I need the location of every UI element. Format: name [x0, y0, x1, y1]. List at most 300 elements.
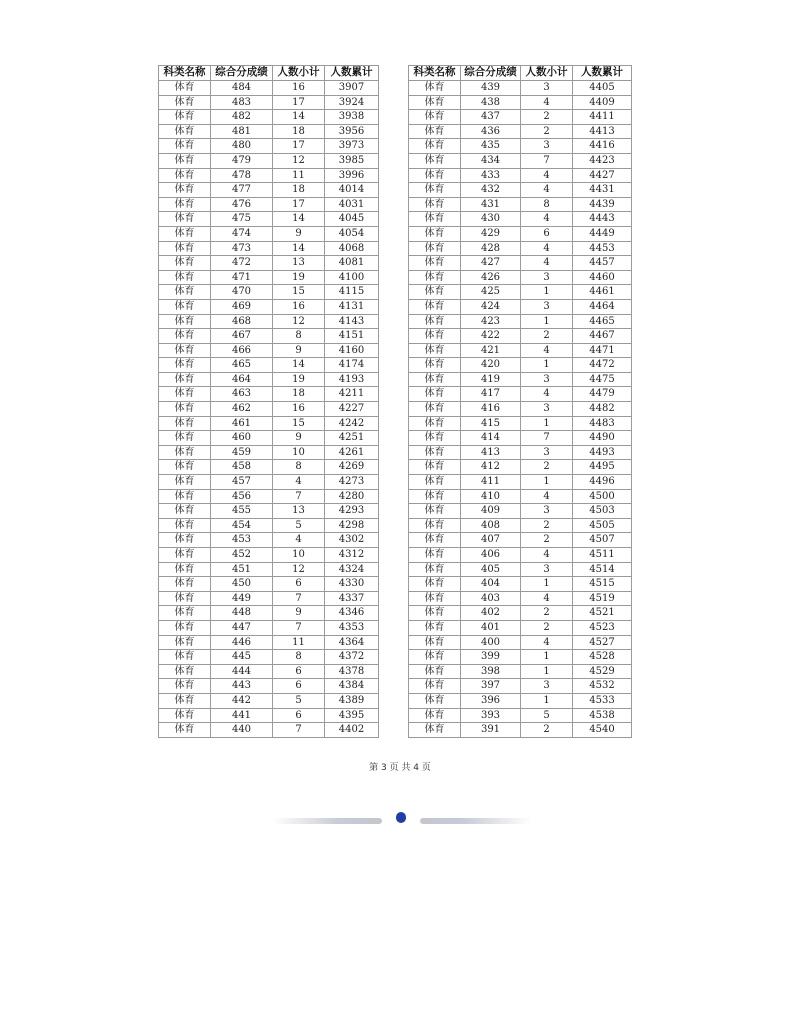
cell-category: 体育: [159, 168, 211, 183]
table-row: [409, 460, 632, 475]
decorative-line-left: [272, 818, 382, 824]
cell-category: 体育: [409, 402, 461, 417]
cell-count: 1: [521, 577, 573, 592]
cell-cumulative: 4495: [573, 460, 632, 475]
table-row: [409, 548, 632, 563]
table-row: [409, 591, 632, 606]
cell-score: 483: [211, 95, 273, 110]
table-row: [409, 504, 632, 519]
cell-score: 464: [211, 372, 273, 387]
cell-cumulative: 3985: [325, 153, 379, 168]
cell-score: 424: [461, 299, 521, 314]
cell-category: 体育: [409, 124, 461, 139]
cell-count: 4: [521, 387, 573, 402]
cell-score: 469: [211, 299, 273, 314]
cell-cumulative: 4054: [325, 226, 379, 241]
table-row: [159, 197, 379, 212]
table-row: [409, 620, 632, 635]
table-row: [159, 110, 379, 125]
cell-category: 体育: [409, 445, 461, 460]
header-score: 综合分成绩: [211, 66, 273, 81]
cell-count: 4: [521, 635, 573, 650]
cell-category: 体育: [159, 460, 211, 475]
cell-score: 391: [461, 723, 521, 738]
cell-score: 477: [211, 183, 273, 198]
cell-category: 体育: [409, 431, 461, 446]
cell-count: 3: [521, 270, 573, 285]
table-row: [409, 489, 632, 504]
table-row: [409, 329, 632, 344]
cell-count: 12: [273, 153, 325, 168]
table-row: [409, 416, 632, 431]
cell-count: 18: [273, 124, 325, 139]
cell-cumulative: 4242: [325, 416, 379, 431]
cell-category: 体育: [409, 197, 461, 212]
header-cumulative: 人数累计: [325, 66, 379, 81]
table-row: [159, 445, 379, 460]
table-row: [159, 635, 379, 650]
cell-cumulative: 4413: [573, 124, 632, 139]
cell-cumulative: 4514: [573, 562, 632, 577]
cell-category: 体育: [159, 562, 211, 577]
cell-count: 4: [521, 212, 573, 227]
table-row: [159, 212, 379, 227]
cell-count: 17: [273, 197, 325, 212]
cell-cumulative: 4538: [573, 708, 632, 723]
cell-score: 447: [211, 620, 273, 635]
cell-score: 460: [211, 431, 273, 446]
cell-category: 体育: [409, 241, 461, 256]
cell-count: 4: [521, 183, 573, 198]
cell-score: 439: [461, 81, 521, 96]
cell-category: 体育: [409, 635, 461, 650]
table-body-left: [159, 81, 379, 738]
table-row: [409, 693, 632, 708]
cell-count: 7: [273, 620, 325, 635]
cell-category: 体育: [409, 489, 461, 504]
cell-category: 体育: [409, 679, 461, 694]
cell-cumulative: 4467: [573, 329, 632, 344]
cell-score: 450: [211, 577, 273, 592]
cell-score: 428: [461, 241, 521, 256]
table-row: [409, 372, 632, 387]
cell-count: 2: [521, 460, 573, 475]
cell-count: 4: [273, 533, 325, 548]
cell-category: 体育: [409, 139, 461, 154]
table-row: [159, 591, 379, 606]
cell-score: 396: [461, 693, 521, 708]
table-row: [159, 548, 379, 563]
header-score: 综合分成绩: [461, 66, 521, 81]
cell-cumulative: 4461: [573, 285, 632, 300]
table-row: [409, 153, 632, 168]
cell-category: 体育: [159, 548, 211, 563]
cell-cumulative: 3973: [325, 139, 379, 154]
cell-score: 463: [211, 387, 273, 402]
cell-count: 2: [521, 533, 573, 548]
cell-category: 体育: [159, 708, 211, 723]
cell-category: 体育: [159, 679, 211, 694]
cell-category: 体育: [159, 577, 211, 592]
cell-score: 400: [461, 635, 521, 650]
table-row: [409, 241, 632, 256]
cell-cumulative: 4302: [325, 533, 379, 548]
cell-count: 1: [521, 475, 573, 490]
cell-count: 5: [521, 708, 573, 723]
header-cumulative: 人数累计: [573, 66, 632, 81]
cell-count: 6: [273, 577, 325, 592]
table-row: [409, 226, 632, 241]
cell-cumulative: 4482: [573, 402, 632, 417]
cell-category: 体育: [409, 212, 461, 227]
table-row: [159, 241, 379, 256]
cell-category: 体育: [159, 664, 211, 679]
cell-cumulative: 4346: [325, 606, 379, 621]
cell-category: 体育: [159, 431, 211, 446]
cell-count: 1: [521, 664, 573, 679]
cell-score: 441: [211, 708, 273, 723]
cell-score: 468: [211, 314, 273, 329]
cell-count: 8: [521, 197, 573, 212]
cell-category: 体育: [159, 314, 211, 329]
cell-category: 体育: [159, 650, 211, 665]
cell-score: 470: [211, 285, 273, 300]
table-row: [159, 343, 379, 358]
cell-cumulative: 4364: [325, 635, 379, 650]
cell-score: 453: [211, 533, 273, 548]
cell-count: 6: [273, 679, 325, 694]
cell-cumulative: 4493: [573, 445, 632, 460]
cell-cumulative: 3938: [325, 110, 379, 125]
cell-category: 体育: [159, 387, 211, 402]
cell-score: 473: [211, 241, 273, 256]
cell-cumulative: 4540: [573, 723, 632, 738]
cell-cumulative: 4068: [325, 241, 379, 256]
page-number: 第 3 页 共 4 页: [369, 763, 431, 773]
table-row: [159, 299, 379, 314]
cell-cumulative: 4014: [325, 183, 379, 198]
table-row: [409, 299, 632, 314]
cell-category: 体育: [159, 299, 211, 314]
cell-cumulative: 3924: [325, 95, 379, 110]
cell-cumulative: 4409: [573, 95, 632, 110]
cell-score: 451: [211, 562, 273, 577]
cell-category: 体育: [409, 533, 461, 548]
table-header-row: [409, 66, 632, 81]
cell-cumulative: 4227: [325, 402, 379, 417]
cell-count: 1: [521, 285, 573, 300]
cell-cumulative: 4457: [573, 256, 632, 271]
cell-score: 482: [211, 110, 273, 125]
table-row: [159, 679, 379, 694]
cell-count: 1: [521, 693, 573, 708]
cell-count: 3: [521, 679, 573, 694]
cell-category: 体育: [159, 95, 211, 110]
cell-cumulative: 4395: [325, 708, 379, 723]
cell-category: 体育: [159, 518, 211, 533]
cell-category: 体育: [409, 416, 461, 431]
table-row: [409, 124, 632, 139]
cell-count: 6: [521, 226, 573, 241]
table-row: [409, 285, 632, 300]
cell-score: 465: [211, 358, 273, 373]
cell-cumulative: 4532: [573, 679, 632, 694]
cell-cumulative: 4330: [325, 577, 379, 592]
cell-score: 443: [211, 679, 273, 694]
table-row: [409, 139, 632, 154]
cell-count: 4: [521, 168, 573, 183]
cell-cumulative: 4293: [325, 504, 379, 519]
cell-score: 458: [211, 460, 273, 475]
cell-count: 4: [273, 475, 325, 490]
table-row: [409, 256, 632, 271]
table-row: [409, 270, 632, 285]
cell-score: 406: [461, 548, 521, 563]
cell-category: 体育: [159, 591, 211, 606]
cell-cumulative: 4511: [573, 548, 632, 563]
cell-score: 445: [211, 650, 273, 665]
table-row: [409, 212, 632, 227]
table-row: [159, 387, 379, 402]
cell-cumulative: 4479: [573, 387, 632, 402]
cell-category: 体育: [409, 708, 461, 723]
cell-cumulative: 4174: [325, 358, 379, 373]
cell-count: 18: [273, 183, 325, 198]
cell-score: 454: [211, 518, 273, 533]
table-row: [159, 475, 379, 490]
cell-category: 体育: [159, 197, 211, 212]
cell-cumulative: 4115: [325, 285, 379, 300]
cell-count: 7: [273, 591, 325, 606]
cell-cumulative: 4465: [573, 314, 632, 329]
cell-count: 10: [273, 548, 325, 563]
cell-category: 体育: [409, 329, 461, 344]
cell-count: 17: [273, 139, 325, 154]
cell-category: 体育: [159, 270, 211, 285]
cell-count: 18: [273, 387, 325, 402]
table-row: [409, 358, 632, 373]
table-row: [159, 314, 379, 329]
cell-category: 体育: [409, 606, 461, 621]
cell-count: 3: [521, 504, 573, 519]
cell-score: 462: [211, 402, 273, 417]
table-row: [409, 197, 632, 212]
cell-category: 体育: [159, 693, 211, 708]
cell-count: 15: [273, 416, 325, 431]
cell-score: 476: [211, 197, 273, 212]
cell-cumulative: 4521: [573, 606, 632, 621]
table-row: [159, 489, 379, 504]
cell-category: 体育: [409, 95, 461, 110]
cell-score: 475: [211, 212, 273, 227]
cell-cumulative: 4453: [573, 241, 632, 256]
cell-score: 440: [211, 723, 273, 738]
cell-category: 体育: [159, 81, 211, 96]
cell-count: 11: [273, 635, 325, 650]
cell-score: 412: [461, 460, 521, 475]
cell-cumulative: 4298: [325, 518, 379, 533]
cell-score: 484: [211, 81, 273, 96]
cell-count: 4: [521, 256, 573, 271]
cell-score: 448: [211, 606, 273, 621]
cell-cumulative: 4460: [573, 270, 632, 285]
table-row: [409, 343, 632, 358]
cell-score: 408: [461, 518, 521, 533]
cell-category: 体育: [409, 620, 461, 635]
cell-cumulative: 4378: [325, 664, 379, 679]
cell-count: 16: [273, 81, 325, 96]
cell-count: 7: [521, 431, 573, 446]
cell-count: 1: [521, 416, 573, 431]
cell-score: 431: [461, 197, 521, 212]
cell-category: 体育: [409, 577, 461, 592]
table-row: [409, 387, 632, 402]
table-row: [159, 431, 379, 446]
cell-count: 3: [521, 445, 573, 460]
cell-cumulative: 4503: [573, 504, 632, 519]
cell-cumulative: 4483: [573, 416, 632, 431]
cell-category: 体育: [409, 226, 461, 241]
cell-count: 17: [273, 95, 325, 110]
cell-cumulative: 3907: [325, 81, 379, 96]
cell-count: 7: [273, 489, 325, 504]
cell-cumulative: 4507: [573, 533, 632, 548]
cell-category: 体育: [159, 358, 211, 373]
table-row: [409, 431, 632, 446]
cell-score: 472: [211, 256, 273, 271]
score-table-right: [408, 65, 632, 738]
cell-cumulative: 4423: [573, 153, 632, 168]
table-row: [159, 460, 379, 475]
cell-cumulative: 4427: [573, 168, 632, 183]
cell-score: 426: [461, 270, 521, 285]
cell-category: 体育: [409, 270, 461, 285]
cell-score: 405: [461, 562, 521, 577]
cell-count: 2: [521, 723, 573, 738]
cell-score: 423: [461, 314, 521, 329]
cell-count: 4: [521, 343, 573, 358]
cell-score: 461: [211, 416, 273, 431]
table-row: [159, 708, 379, 723]
cell-score: 459: [211, 445, 273, 460]
cell-score: 449: [211, 591, 273, 606]
cell-score: 480: [211, 139, 273, 154]
cell-count: 16: [273, 299, 325, 314]
cell-count: 4: [521, 548, 573, 563]
cell-score: 466: [211, 343, 273, 358]
cell-score: 410: [461, 489, 521, 504]
cell-score: 407: [461, 533, 521, 548]
cell-category: 体育: [409, 693, 461, 708]
cell-category: 体育: [409, 183, 461, 198]
cell-count: 1: [521, 358, 573, 373]
cell-score: 402: [461, 606, 521, 621]
cell-cumulative: 4337: [325, 591, 379, 606]
cell-cumulative: 4431: [573, 183, 632, 198]
cell-cumulative: 4131: [325, 299, 379, 314]
cell-score: 419: [461, 372, 521, 387]
table-row: [159, 139, 379, 154]
table-row: [159, 153, 379, 168]
cell-category: 体育: [159, 635, 211, 650]
cell-category: 体育: [159, 620, 211, 635]
cell-cumulative: 4443: [573, 212, 632, 227]
cell-count: 14: [273, 110, 325, 125]
table-row: [409, 562, 632, 577]
cell-cumulative: 3996: [325, 168, 379, 183]
cell-count: 15: [273, 285, 325, 300]
cell-count: 8: [273, 650, 325, 665]
cell-cumulative: 4280: [325, 489, 379, 504]
table-row: [409, 723, 632, 738]
cell-category: 体育: [409, 168, 461, 183]
cell-score: 474: [211, 226, 273, 241]
cell-score: 446: [211, 635, 273, 650]
cell-category: 体育: [409, 460, 461, 475]
cell-cumulative: 4475: [573, 372, 632, 387]
cell-score: 434: [461, 153, 521, 168]
cell-count: 13: [273, 256, 325, 271]
cell-category: 体育: [409, 285, 461, 300]
table-row: [159, 518, 379, 533]
cell-category: 体育: [159, 256, 211, 271]
cell-score: 404: [461, 577, 521, 592]
table-row: [409, 314, 632, 329]
table-row: [409, 110, 632, 125]
cell-category: 体育: [159, 139, 211, 154]
cell-cumulative: 4389: [325, 693, 379, 708]
cell-category: 体育: [409, 372, 461, 387]
cell-count: 7: [273, 723, 325, 738]
cell-count: 2: [521, 620, 573, 635]
cell-count: 10: [273, 445, 325, 460]
header-category: 科类名称: [409, 66, 461, 81]
cell-cumulative: 3956: [325, 124, 379, 139]
cell-count: 4: [521, 241, 573, 256]
cell-category: 体育: [159, 416, 211, 431]
cell-score: 420: [461, 358, 521, 373]
cell-cumulative: 4527: [573, 635, 632, 650]
cell-cumulative: 4533: [573, 693, 632, 708]
cell-score: 430: [461, 212, 521, 227]
table-row: [409, 533, 632, 548]
table-row: [409, 650, 632, 665]
cell-category: 体育: [159, 110, 211, 125]
cell-count: 12: [273, 562, 325, 577]
cell-score: 398: [461, 664, 521, 679]
table-row: [409, 635, 632, 650]
table-row: [159, 562, 379, 577]
cell-cumulative: 4496: [573, 475, 632, 490]
cell-count: 7: [521, 153, 573, 168]
cell-score: 403: [461, 591, 521, 606]
cell-score: 481: [211, 124, 273, 139]
cell-count: 9: [273, 431, 325, 446]
cell-cumulative: 4416: [573, 139, 632, 154]
cell-cumulative: 4490: [573, 431, 632, 446]
cell-count: 3: [521, 372, 573, 387]
table-row: [159, 358, 379, 373]
cell-count: 16: [273, 402, 325, 417]
cell-score: 415: [461, 416, 521, 431]
cell-count: 2: [521, 110, 573, 125]
cell-cumulative: 4151: [325, 329, 379, 344]
cell-cumulative: 4251: [325, 431, 379, 446]
cell-count: 6: [273, 664, 325, 679]
cell-cumulative: 4269: [325, 460, 379, 475]
table-row: [409, 81, 632, 96]
cell-cumulative: 4160: [325, 343, 379, 358]
